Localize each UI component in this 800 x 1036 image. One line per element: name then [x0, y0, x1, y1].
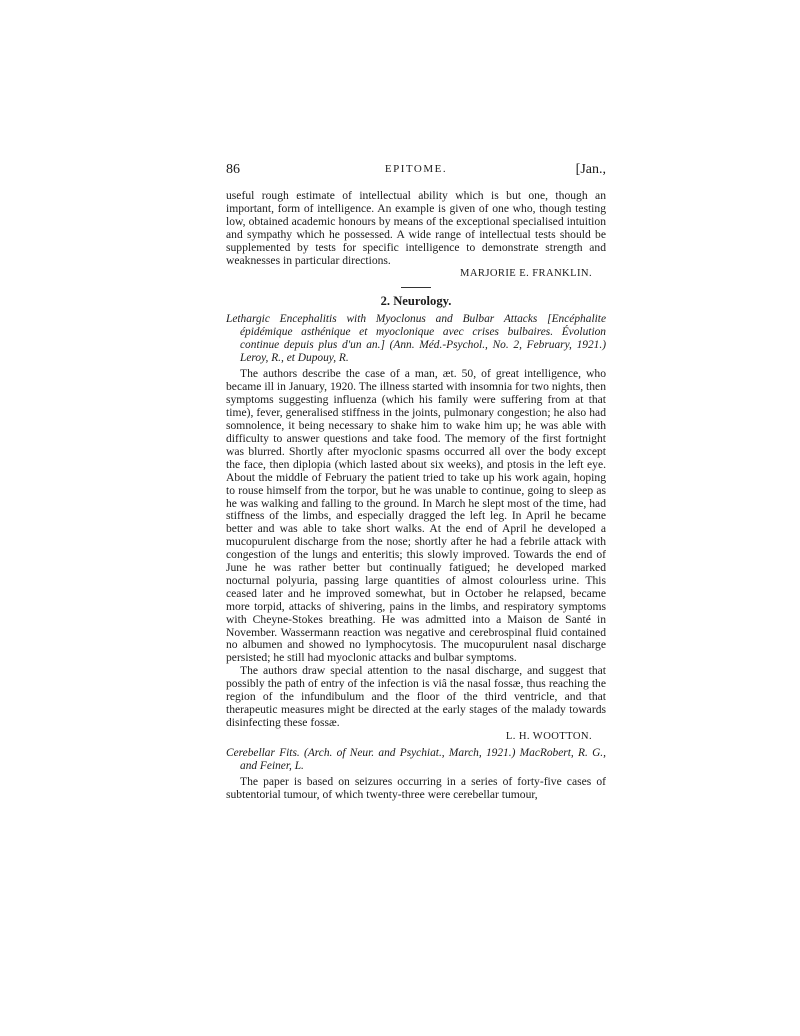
article1-paragraph-2: The authors draw special attention to the nasal discharge, and suggest that possibly the path of entry of the infection is viâ the nasal fossæ, thus reaching the region of the infundibulum and the floor of the third ventricle, and that therapeutic measures might be directed at the early stages of the malady towards disinfecting these fossæ.	[226, 664, 606, 729]
journal-page	[226, 162, 606, 802]
article2-citation	[226, 747, 606, 773]
header-date: [Jan.,	[575, 162, 606, 177]
article2-paragraph-1: The paper is based on seizures occurring in a series of forty-five cases of subtentorial tumour, of which twenty-three were cerebellar tumour,	[226, 774, 606, 801]
running-header	[226, 162, 606, 184]
running-title: EPITOME.	[384, 163, 448, 175]
section-title: 2. Neurology.	[380, 294, 452, 309]
article1-citation	[226, 313, 606, 365]
intro-signature: MARJORIE E. FRANKLIN.	[460, 268, 592, 280]
article1-paragraph-1: The authors describe the case of a man, æt. 50, of great intelligence, who became ill in January, 1920. The illness started with insomnia for two nights, then symptoms suggesting influenza (which his family were suffering from at that time), fever, generalised stiffness in the joints, pulmonary congestion; he also had somnolence, it being necessary to shake him to wake him up; he was able with difficulty to answer questions and take food. The memory of the first fortnight was blurred. Shortly after myoclonic spasms occurred all over the body except the face, then diplopia (which lasted about six weeks), and ptosis in the left eye. About the middle of February the patient tried to take up his work again, hoping to rouse himself from the torpor, but he was unable to continue, going to sleep as he was walking and falling to the ground. In March he slept most of the time, had stiffness of the limbs, and especially dragged the left leg. In April he became better and was able to take short walks. At the end of April he developed a mucopurulent discharge from the nose; shortly after he had a febrile attack with congestion of the lungs and enteritis; this slowly improved. Towards the end of June he was rather better but continually fatigued; he developed marked nocturnal polyuria, passing large quantities of almost colourless urine. This ceased later and he improved somewhat, but in October he relapsed, became more torpid, attacks of shivering, pains in the limbs, and respiratory symptoms with Cheyne-Stokes breathing. He was admitted into a Maison de Santé in November. Wassermann reaction was negative and cerebrospinal fluid contained no albumen and showed no lymphocytosis. The mucopurulent nasal discharge persisted; he still had myoclonic attacks and bulbar symptoms.	[226, 367, 606, 665]
page-number: 86	[226, 162, 240, 177]
article1-signature: L. H. WOOTTON.	[505, 730, 592, 742]
section-divider	[401, 287, 431, 288]
article1-citation-text: Lethargic Encephalitis with Myoclonus and Bulbar Attacks [Encéphalite épidémique asthénique et myoclonique avec crises bulbaires. Évolution continue depuis plus d'un an.] (Ann. Méd.-Psychol., No. 2, February, 1921.) Leroy, R., et Dupouy, R.	[226, 313, 606, 365]
intro-paragraph: useful rough estimate of intellectual ability which is but one, though an important, form of intelligence. An example is given of one who, though testing low, obtained academic honours by means of the exceptional specialised intuition and sympathy which he possessed. A wide range of intellectual tests should be supplemented by tests for specific intelligence to demonstrate strength and weaknesses in particular directions.	[226, 189, 606, 267]
article2-citation-text: Cerebellar Fits. (Arch. of Neur. and Psychiat., March, 1921.) MacRobert, R. G., and Feiner, L.	[226, 746, 606, 772]
